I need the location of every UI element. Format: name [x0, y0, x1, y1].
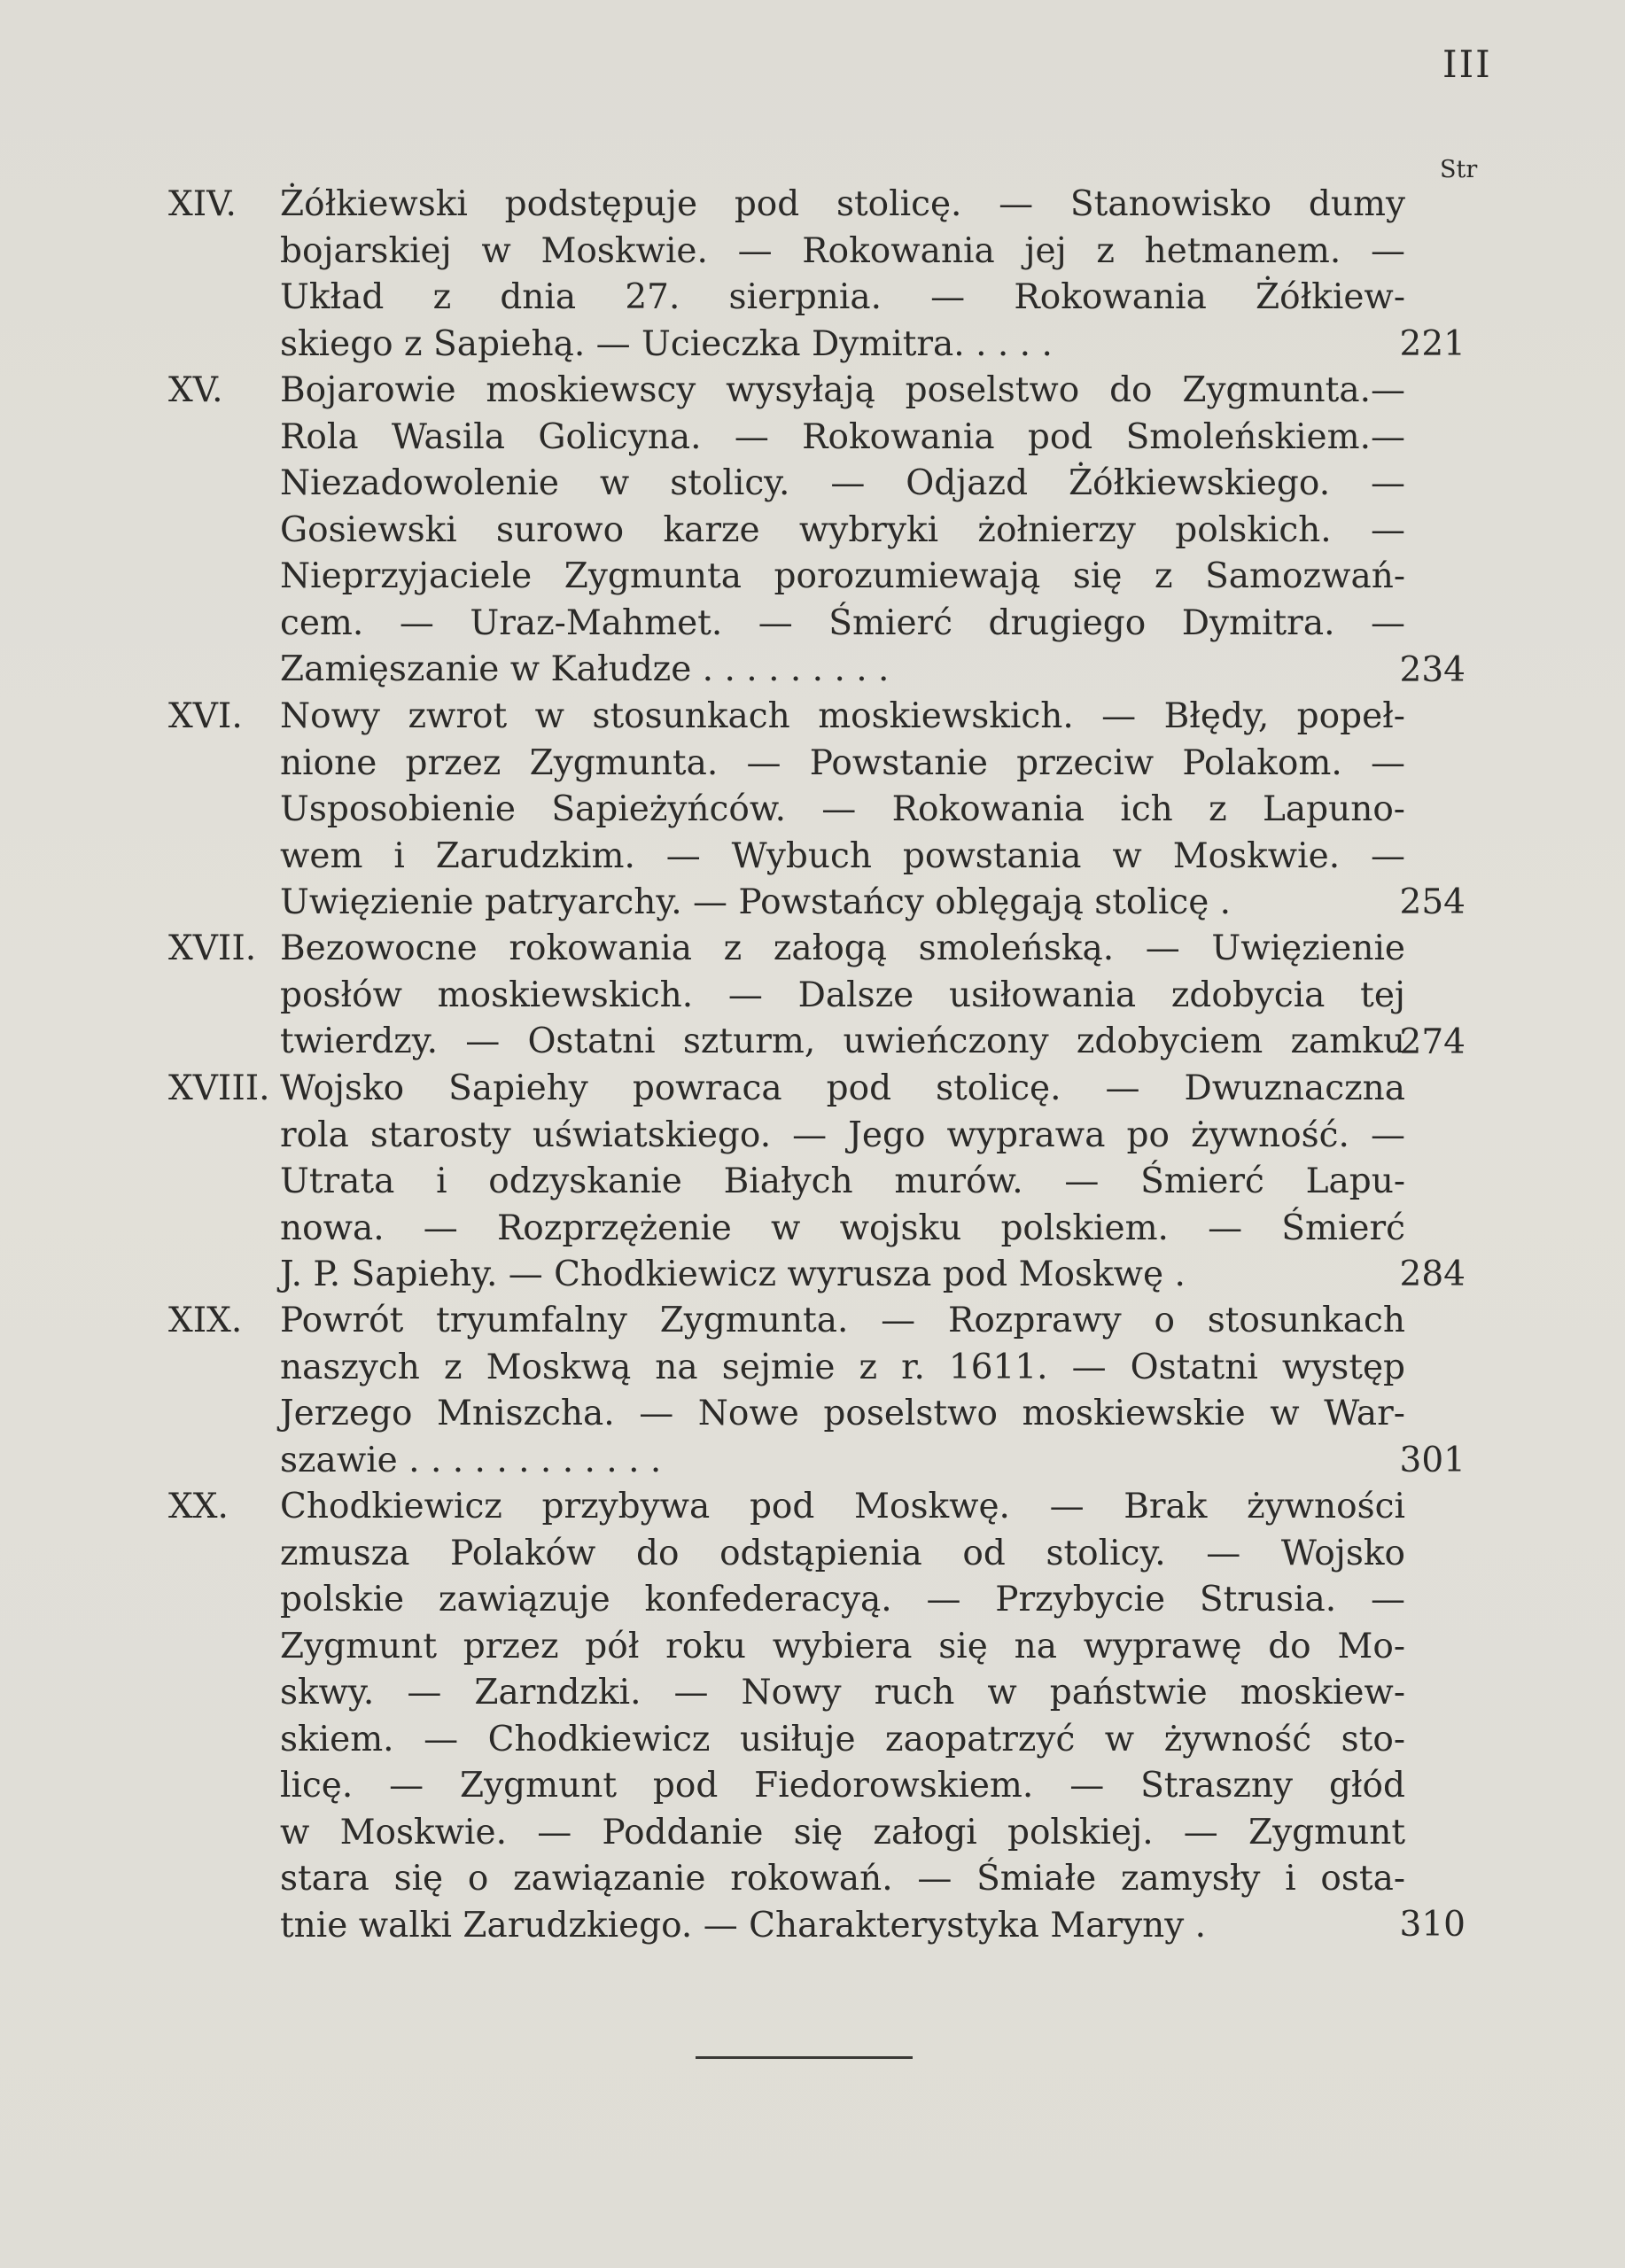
summary-line: stara się o zawiązanie rokowań. — Śmiałe zamysły i osta- — [280, 1859, 1405, 1899]
table-of-contents — [168, 182, 1489, 1950]
toc-entry-xviii — [168, 1066, 1489, 1298]
summary-line: Usposobienie Sapieżyńców. — Rokowania ich z Lapuno- — [280, 789, 1405, 829]
summary-line: cem. — Uraz-Mahmet. — Śmierć drugiego Dymitra. — — [280, 602, 1405, 643]
toc-entry-xix — [168, 1298, 1489, 1484]
summary-line: licę. — Zygmunt pod Fiedorowskiem. — Straszny głód — [280, 1766, 1405, 1806]
chapter-number: XV. — [168, 370, 223, 410]
summary-line: Jerzego Mniszcha. — Nowe poselstwo moskiewskie w War- — [280, 1394, 1405, 1433]
page-number: III — [1442, 43, 1492, 86]
summary-line: skwy. — Zarndzki. — Nowy ruch w państwie moskiew- — [280, 1673, 1405, 1713]
chapter-number: XVIII. — [168, 1068, 270, 1108]
summary-line: naszych z Moskwą na sejmie z r. 1611. — Ostatni występ — [280, 1347, 1405, 1387]
summary-line: Zamięszanie w Kałudze . . . . . . . . . — [280, 649, 890, 689]
page-reference: 274 — [1399, 1022, 1466, 1062]
chapter-summary — [280, 926, 1405, 1066]
summary-line: nione przez Zygmunta. — Powstanie przeciw Polakom. — — [280, 742, 1405, 783]
toc-entry-xv — [168, 368, 1489, 694]
summary-line: nowa. — Rozprzężenie w wojsku polskiem. — Śmierć — [280, 1208, 1405, 1248]
summary-line: Bezowocne rokowania z załogą smoleńską. — Uwięzienie — [280, 928, 1405, 968]
summary-line: wem i Zarudzkim. — Wybuch powstania w Moskwie. — — [280, 835, 1405, 876]
toc-entry-xiv — [168, 182, 1489, 368]
chapter-summary — [280, 1484, 1405, 1949]
toc-entry-xx — [168, 1484, 1489, 1950]
toc-entry-xvi — [168, 694, 1489, 926]
summary-line: Chodkiewicz przybywa pod Moskwę. — Brak żywności — [280, 1487, 1405, 1526]
chapter-summary — [280, 1298, 1405, 1484]
summary-line: Nieprzyjaciele Zygmunta porozumiewają się z Samozwań- — [280, 556, 1405, 596]
summary-line: w Moskwie. — Poddanie się załogi polskiej. — Zygmunt — [280, 1812, 1405, 1852]
summary-line: polskie zawiązuje konfederacyą. — Przybycie Strusia. — — [280, 1580, 1405, 1619]
summary-line: tnie walki Zarudzkiego. — Charakterystyka Maryny . — [280, 1905, 1207, 1946]
summary-line: twierdzy. — Ostatni szturm, uwieńczony zdobyciem zamku — [280, 1021, 1405, 1061]
summary-line: szawie . . . . . . . . . . . . — [280, 1440, 662, 1480]
summary-line: Zygmunt przez pół roku wybiera się na wyprawę do Mo- — [280, 1626, 1405, 1666]
summary-line: Niezadowolenie w stolicy. — Odjazd Żółkiewskiego. — — [280, 463, 1405, 503]
summary-line: Układ z dnia 27. sierpnia. — Rokowania Żółkiew- — [280, 277, 1405, 317]
page-reference: 310 — [1399, 1905, 1466, 1945]
summary-line: Nowy zwrot w stosunkach moskiewskich. — Błędy, popeł- — [280, 696, 1405, 736]
page-reference: 221 — [1399, 324, 1466, 364]
summary-line: Wojsko Sapiehy powraca pod stolicę. — Dwuznaczna — [280, 1068, 1405, 1108]
chapter-summary — [280, 368, 1405, 694]
summary-line: rola starosty uświatskiego. — Jego wyprawa po żywność. — — [280, 1115, 1405, 1155]
summary-line: J. P. Sapiehy. — Chodkiewicz wyrusza pod Moskwę . — [280, 1254, 1186, 1294]
summary-line: Gosiewski surowo karze wybryki żołnierzy polskich. — — [280, 509, 1405, 550]
summary-line: Utrata i odzyskanie Białych murów. — Śmierć Lapu- — [280, 1161, 1405, 1201]
summary-line: posłów moskiewskich. — Dalsze usiłowania zdobycia tej — [280, 975, 1405, 1015]
page-reference: 254 — [1399, 882, 1466, 922]
chapter-number: XX. — [168, 1487, 229, 1526]
chapter-number: XIV. — [168, 184, 237, 224]
page-reference: 234 — [1399, 650, 1466, 690]
page-reference: 284 — [1399, 1254, 1466, 1294]
toc-entry-xvii — [168, 926, 1489, 1066]
summary-line: Uwięzienie patryarchy. — Powstańcy oblęgają stolicę . — [280, 882, 1232, 922]
chapter-number: XIX. — [168, 1301, 243, 1340]
summary-line: bojarskiej w Moskwie. — Rokowania jej z hetmanem. — — [280, 230, 1405, 271]
page-reference: 301 — [1399, 1441, 1466, 1480]
summary-line: Rola Wasila Golicyna. — Rokowania pod Smoleńskiem.— — [280, 416, 1405, 457]
summary-line: Bojarowie moskiewscy wysyłają poselstwo do Zygmunta.— — [280, 370, 1405, 410]
summary-line: skiego z Sapiehą. — Ucieczka Dymitra. . . . . — [280, 323, 1053, 364]
summary-line: Żółkiewski podstępuje pod stolicę. — Stanowisko dumy — [280, 184, 1405, 224]
summary-line: skiem. — Chodkiewicz usiłuje zaopatrzyć w żywność sto- — [280, 1719, 1405, 1759]
chapter-summary — [280, 694, 1405, 927]
closing-rule — [696, 2056, 913, 2059]
page-column-label: Str — [1440, 156, 1478, 183]
chapter-summary — [280, 1066, 1405, 1299]
chapter-number: XVII. — [168, 928, 257, 968]
chapter-summary — [280, 182, 1405, 368]
summary-line: Powrót tryumfalny Zygmunta. — Rozprawy o stosunkach — [280, 1301, 1405, 1340]
chapter-number: XVI. — [168, 696, 243, 736]
summary-line: zmusza Polaków do odstąpienia od stolicy. — Wojsko — [280, 1533, 1405, 1573]
